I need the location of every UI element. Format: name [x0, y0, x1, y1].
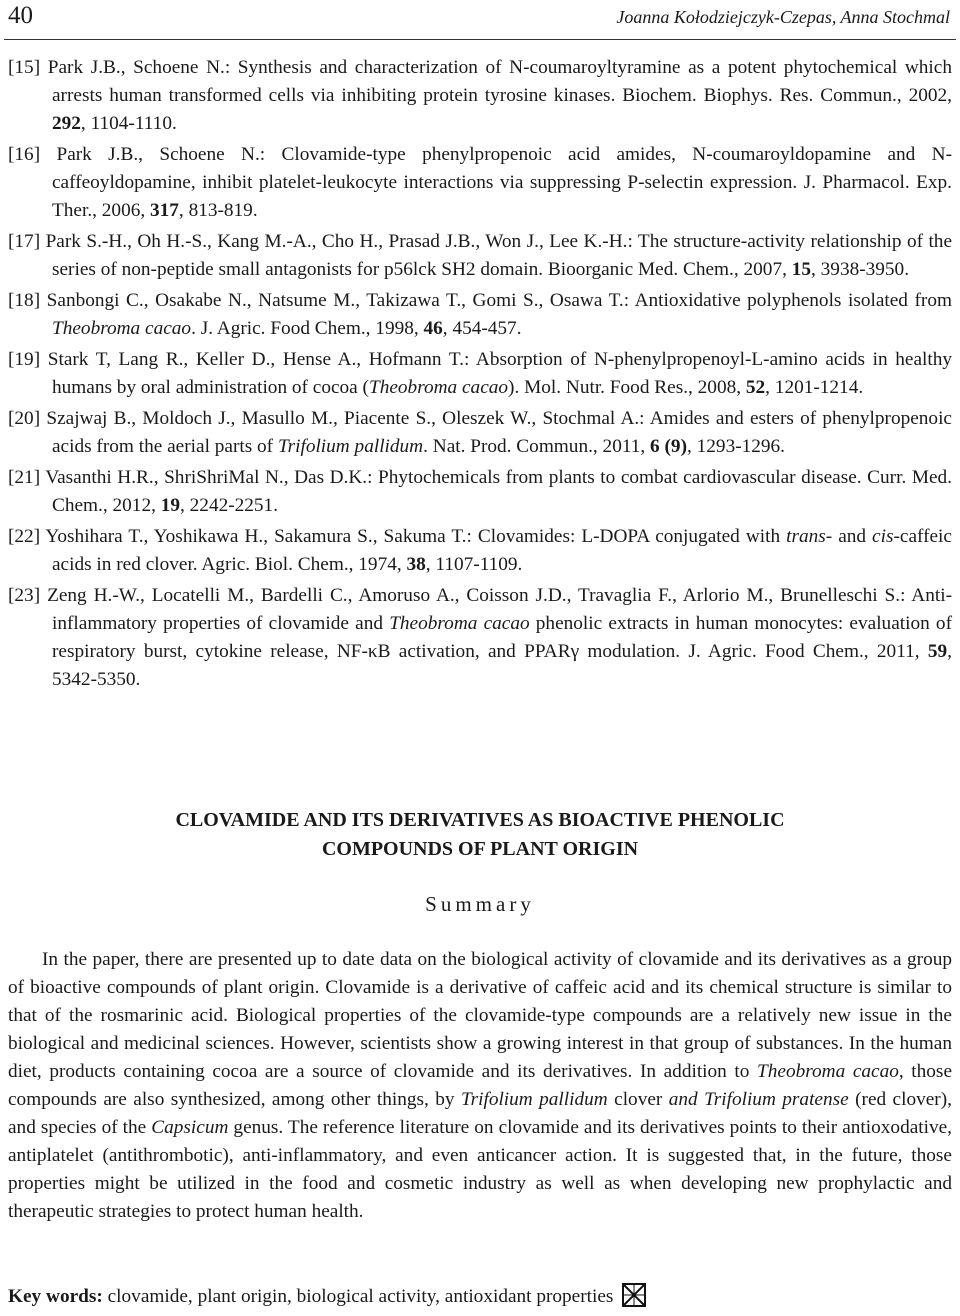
summary-title-line-1: CLOVAMIDE AND ITS DERIVATIVES AS BIOACTIVE PHENOLIC [175, 809, 785, 831]
italic-term: Theobroma cacao [368, 377, 509, 398]
text-run: Zeng H.-W., Locatelli M., Bardelli C., Amoruso A., Coisson J.D., Travaglia F., Arlorio M., Brunelleschi S.: Anti-inflammatory properties of clovamide and [47, 585, 952, 634]
text-run: , those compounds are also synthesized, among other things, by [8, 1061, 952, 1110]
italic-term: Trifolium pallidum [277, 436, 424, 457]
reference-number: [17] [8, 231, 46, 252]
text-run: , 813-819. [178, 200, 258, 221]
italic-term: cis [872, 526, 894, 547]
text-run: -caffeic acids in red clover. Agric. Biol. Chem., 1974, [52, 526, 952, 575]
end-mark-icon [622, 1283, 646, 1307]
reference-number: [20] [8, 408, 47, 429]
text-run: Park J.B., Schoene N.: Synthesis and characterization of N-coumaroyltyramine as a potent phytochemical which arrests human transformed cells via inhibiting protein tyrosine kinases. Biochem. Biophys. Res. Commun., 2002, [47, 57, 952, 106]
text-run: . Nat. Prod. Commun., 2011, [423, 436, 651, 457]
reference-item [8, 523, 952, 579]
text-run: , 5342-5350. [52, 641, 952, 690]
bold-volume: 15 [791, 259, 812, 280]
page-header [0, 0, 960, 36]
text-run: , 1104-1110. [80, 113, 177, 134]
reference-item [8, 141, 952, 225]
bold-volume: 292 [52, 113, 81, 134]
reference-item [8, 287, 952, 343]
keywords-line [8, 1283, 952, 1311]
italic-term: Capsicum [151, 1117, 229, 1138]
bold-volume: 19 [160, 495, 181, 516]
keywords-text: clovamide, plant origin, biological activity, antioxidant properties [102, 1286, 614, 1307]
text-run: In the paper, there are presented up to date data on the biological activity of clovamide and its derivatives as a group of bioactive compounds of plant origin. Clovamide is a derivative of caffeic acid and its chemical structure is similar to that of the rosmarinic acid. Biological properties of the clovamide-type compounds are a relatively new issue in the biological and medicinal sciences. However, scientists show a growing interest in that group of substances. In the human diet, products containing cocoa are a source of clovamide and its derivatives. In addition to [8, 949, 952, 1082]
summary-heading: Summary [425, 892, 535, 916]
reference-item [8, 464, 952, 520]
italic-term: Theobroma cacao [389, 613, 530, 634]
text-run: , 1293-1296. [687, 436, 786, 457]
bold-volume: 38 [406, 554, 426, 575]
reference-number: [18] [8, 290, 47, 311]
page-number: 40 [8, 2, 33, 29]
reference-item [8, 346, 952, 402]
header-rule [4, 39, 956, 40]
keywords-label: Key words: [8, 1286, 103, 1307]
bold-volume: 46 [423, 318, 443, 339]
text-run: Park S.-H., Oh H.-S., Kang M.-A., Cho H., Prasad J.B., Won J., Lee K.-H.: The structure-activity relationship of the series of non-peptide small antagonists for p56lck SH2 domain. Bioorganic Med. Chem., 2007, [45, 231, 953, 280]
text-run: (red clover), and species of the [8, 1089, 952, 1138]
text-run: , 3938-3950. [811, 259, 910, 280]
text-run: Park J.B., Schoene N.: Clovamide-type phenylpropenoic acid amides, N-coumaroyldopamine and N-caffeoyldopamine, inhibit platelet-leukocyte interactions via suppressing P-selectin expression. J. Pharmacol. Exp. Ther., 2006, [52, 144, 952, 221]
italic-term: trans [786, 526, 826, 547]
bold-volume: 52 [745, 377, 766, 398]
reference-number: [22] [8, 526, 46, 547]
running-authors: Joanna Kołodziejczyk-Czepas, Anna Stochmal [616, 7, 950, 27]
text-run: Sanbongi C., Osakabe N., Natsume M., Takizawa T., Gomi S., Osawa T.: Antioxidative polyphenols isolated from [46, 290, 952, 311]
bold-volume: 6 (9) [650, 436, 687, 457]
reference-number: [15] [8, 57, 48, 78]
reference-list [8, 54, 952, 697]
italic-term: Trifolium pallidum [460, 1089, 608, 1110]
text-run: Szajwaj B., Moldoch J., Masullo M., Piacente S., Oleszek W., Stochmal A.: Amides and esters of phenylpropenoic acids from the aerial parts of [46, 408, 952, 457]
reference-number: [16] [8, 144, 57, 165]
reference-item [8, 54, 952, 138]
text-run: Vasanthi H.R., ShriShriMal N., Das D.K.: Phytochemicals from plants to combat cardiovascular disease. Curr. Med. Chem., 2012, [45, 467, 952, 516]
summary-title-line-2: COMPOUNDS OF PLANT ORIGIN [321, 838, 639, 860]
text-run: Yoshihara T., Yoshikawa H., Sakamura S., Sakuma T.: Clovamides: L-DOPA conjugated with [45, 526, 787, 547]
bold-volume: 317 [150, 200, 179, 221]
text-run: phenolic extracts in human monocytes: evaluation of respiratory burst, cytokine release, NF-κB activation, and PPARγ modulation. J. Agric. Food Chem., 2011, [52, 613, 952, 662]
reference-number: [23] [8, 585, 48, 606]
reference-number: [19] [8, 349, 48, 370]
italic-term: Theobroma cacao [757, 1061, 899, 1082]
bold-volume: 59 [927, 641, 948, 662]
reference-item [8, 582, 952, 694]
text-run: , 454-457. [442, 318, 522, 339]
text-run: - and [825, 526, 873, 547]
text-run: ). Mol. Nutr. Food Res., 2008, [508, 377, 746, 398]
text-run: genus. The reference literature on clovamide and its derivatives points to their antioxodative, antiplatelet (antithrombotic), anti-inflammatory, and even anticancer action. It is suggested that, in the future, those properties might be utilized in the food and cosmetic industry as well as when developing new prophylactic and therapeutic strategies to protect human health. [8, 1117, 952, 1222]
summary-title [0, 806, 960, 864]
text-run: , 1107-1109. [425, 554, 523, 575]
text-run: , 1201-1214. [765, 377, 864, 398]
reference-item [8, 405, 952, 461]
italic-term: and Trifolium pratense [668, 1089, 849, 1110]
summary-paragraph [8, 946, 952, 1226]
italic-term: Theobroma cacao [52, 318, 192, 339]
text-run: clover [607, 1089, 669, 1110]
text-run: , 2242-2251. [180, 495, 279, 516]
text-run: Stark T, Lang R., Keller D., Hense A., Hofmann T.: Absorption of N-phenylpropenoyl-L-amino acids in healthy humans by oral administration of cocoa ( [47, 349, 952, 398]
reference-item [8, 228, 952, 284]
reference-number: [21] [8, 467, 46, 488]
text-run: . J. Agric. Food Chem., 1998, [191, 318, 424, 339]
